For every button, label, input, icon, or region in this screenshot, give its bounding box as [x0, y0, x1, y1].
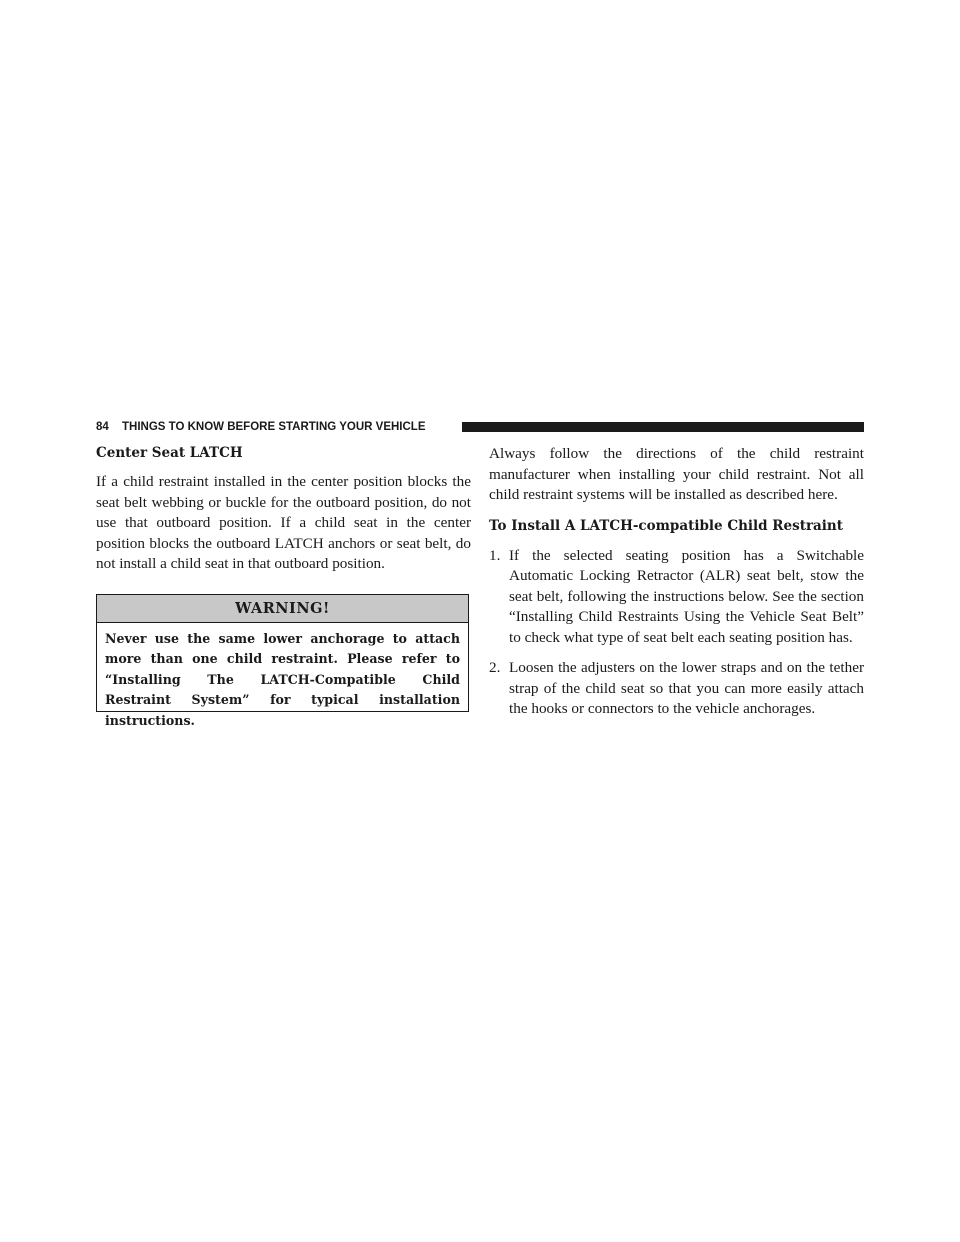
- left-column: [96, 443, 471, 575]
- warning-body: Never use the same lower anchorage to attach more than one child restraint. Please refer to “Installing The LATCH-Compatible Child Restraint System” for typical installation instructions.: [105, 631, 460, 728]
- right-column: [489, 443, 864, 730]
- step-text: Loosen the adjusters on the lower straps and on the tether strap of the child seat so that you can more easily attach the hooks or connectors to the vehicle anchorages.: [509, 659, 864, 717]
- list-item: [489, 658, 864, 720]
- install-steps-list: [489, 546, 864, 720]
- warning-box: [96, 594, 469, 728]
- warning-title: WARNING!: [235, 600, 330, 617]
- warning-header: [97, 595, 468, 623]
- install-latch-heading: To Install A LATCH-compatible Child Restraint: [489, 517, 843, 534]
- list-item: [489, 546, 864, 649]
- intro-paragraph: Always follow the directions of the child restraint manufacturer when installing your child restraint. Not all child restraint systems will be installed as described here.: [489, 445, 864, 503]
- center-seat-latch-heading: Center Seat LATCH: [96, 445, 243, 461]
- running-header: [96, 420, 864, 434]
- section-title: THINGS TO KNOW BEFORE STARTING YOUR VEHICLE: [122, 421, 426, 433]
- center-seat-paragraph: If a child restraint installed in the center position blocks the seat belt webbing or buckle for the outboard position, do not use that outboard position. If a child seat in the center position blocks the outboard LATCH anchors or seat belt, do not install a child seat in that outboard position.: [96, 473, 471, 572]
- header-rule: [462, 422, 864, 432]
- step-number: 2.: [489, 659, 501, 676]
- step-text: If the selected seating position has a Switchable Automatic Locking Retractor (ALR) seat belt, stow the seat belt, following the instructions below. See the section “Installing Child Restraints Using the Vehicle Seat Belt” to check what type of seat belt each seating position has.: [509, 546, 864, 646]
- page-number: 84: [96, 421, 109, 433]
- step-number: 1.: [489, 546, 501, 564]
